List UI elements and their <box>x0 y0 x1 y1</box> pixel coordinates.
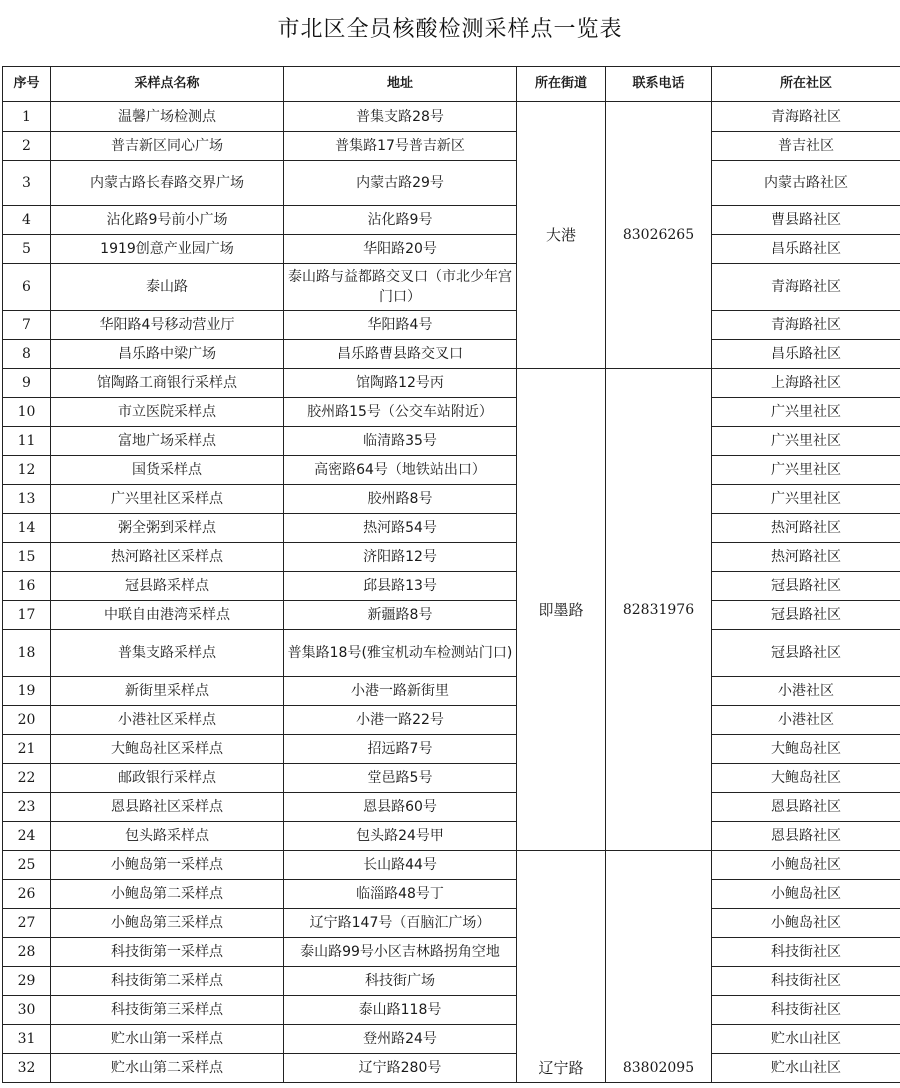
page-title: 市北区全员核酸检测采样点一览表 <box>277 17 623 42</box>
cell-name: 国货采样点 <box>51 456 284 485</box>
table-row <box>3 514 900 543</box>
table-row <box>3 677 900 706</box>
cell-address: 小港一路22号 <box>284 706 517 735</box>
table-row <box>3 1054 900 1083</box>
cell-community: 科技街社区 <box>712 967 900 996</box>
cell-address: 邱县路13号 <box>284 572 517 601</box>
cell-community: 贮水山社区 <box>712 1054 900 1083</box>
cell-no: 13 <box>3 485 51 514</box>
table-row <box>3 967 900 996</box>
table-row <box>3 369 900 398</box>
cell-community: 冠县路社区 <box>712 601 900 630</box>
cell-address: 泰山路99号小区吉林路拐角空地 <box>284 938 517 967</box>
cell-no: 10 <box>3 398 51 427</box>
header-address: 地址 <box>284 67 517 102</box>
cell-community: 科技街社区 <box>712 938 900 967</box>
cell-address: 胶州路8号 <box>284 485 517 514</box>
cell-no: 5 <box>3 235 51 264</box>
cell-name: 恩县路社区采样点 <box>51 793 284 822</box>
table-row <box>3 235 900 264</box>
cell-community: 小港社区 <box>712 677 900 706</box>
table-row <box>3 764 900 793</box>
header-no: 序号 <box>3 67 51 102</box>
cell-community: 热河路社区 <box>712 543 900 572</box>
cell-phone: 83026265 <box>606 102 712 369</box>
cell-name: 科技街第二采样点 <box>51 967 284 996</box>
cell-no: 4 <box>3 206 51 235</box>
cell-community: 小鲍岛社区 <box>712 909 900 938</box>
table-row <box>3 543 900 572</box>
cell-name: 馆陶路工商银行采样点 <box>51 369 284 398</box>
cell-no: 28 <box>3 938 51 967</box>
cell-name: 贮水山第一采样点 <box>51 1025 284 1054</box>
cell-community: 恩县路社区 <box>712 793 900 822</box>
cell-name: 1919创意产业园广场 <box>51 235 284 264</box>
table-body <box>3 102 900 1083</box>
cell-no: 26 <box>3 880 51 909</box>
cell-address: 辽宁路280号 <box>284 1054 517 1083</box>
table-row <box>3 851 900 880</box>
cell-no: 29 <box>3 967 51 996</box>
cell-no: 3 <box>3 161 51 206</box>
table-row <box>3 264 900 311</box>
table-row <box>3 996 900 1025</box>
cell-community: 小鲍岛社区 <box>712 851 900 880</box>
cell-community: 昌乐路社区 <box>712 235 900 264</box>
cell-no: 15 <box>3 543 51 572</box>
cell-name: 普吉新区同心广场 <box>51 132 284 161</box>
cell-name: 温馨广场检测点 <box>51 102 284 132</box>
cell-name: 贮水山第二采样点 <box>51 1054 284 1083</box>
cell-community: 贮水山社区 <box>712 1025 900 1054</box>
cell-address: 热河路54号 <box>284 514 517 543</box>
table-row <box>3 793 900 822</box>
cell-name: 昌乐路中梁广场 <box>51 340 284 369</box>
cell-address: 长山路44号 <box>284 851 517 880</box>
cell-no: 30 <box>3 996 51 1025</box>
cell-street: 大港 <box>517 102 606 369</box>
cell-name: 大鲍岛社区采样点 <box>51 735 284 764</box>
cell-name: 小鲍岛第一采样点 <box>51 851 284 880</box>
header-community: 所在社区 <box>712 67 900 102</box>
cell-name: 沾化路9号前小广场 <box>51 206 284 235</box>
cell-no: 6 <box>3 264 51 311</box>
cell-address: 普集路18号(雅宝机动车检测站门口) <box>284 630 517 677</box>
cell-name: 广兴里社区采样点 <box>51 485 284 514</box>
cell-address: 华阳路4号 <box>284 311 517 340</box>
cell-community: 普吉社区 <box>712 132 900 161</box>
cell-address: 辽宁路147号（百脑汇广场） <box>284 909 517 938</box>
cell-no: 18 <box>3 630 51 677</box>
cell-name: 科技街第三采样点 <box>51 996 284 1025</box>
cell-community: 科技街社区 <box>712 996 900 1025</box>
cell-no: 14 <box>3 514 51 543</box>
cell-no: 17 <box>3 601 51 630</box>
table-row <box>3 485 900 514</box>
cell-community: 内蒙古路社区 <box>712 161 900 206</box>
cell-address: 高密路64号（地铁站出口） <box>284 456 517 485</box>
cell-address: 馆陶路12号丙 <box>284 369 517 398</box>
cell-name: 泰山路 <box>51 264 284 311</box>
header-street: 所在街道 <box>517 67 606 102</box>
table-row <box>3 601 900 630</box>
cell-no: 19 <box>3 677 51 706</box>
cell-name: 内蒙古路长春路交界广场 <box>51 161 284 206</box>
cell-community: 青海路社区 <box>712 264 900 311</box>
cell-community: 冠县路社区 <box>712 630 900 677</box>
cell-no: 7 <box>3 311 51 340</box>
cell-name: 包头路采样点 <box>51 822 284 851</box>
cell-address: 泰山路与益都路交叉口（市北少年宫门口） <box>284 264 517 311</box>
table-row <box>3 311 900 340</box>
cell-no: 27 <box>3 909 51 938</box>
table-row <box>3 822 900 851</box>
cell-address: 临清路35号 <box>284 427 517 456</box>
cell-name: 科技街第一采样点 <box>51 938 284 967</box>
cell-community: 恩县路社区 <box>712 822 900 851</box>
cell-address: 堂邑路5号 <box>284 764 517 793</box>
cell-community: 广兴里社区 <box>712 456 900 485</box>
cell-name: 市立医院采样点 <box>51 398 284 427</box>
sampling-sites-table <box>2 66 900 1083</box>
cell-name: 新街里采样点 <box>51 677 284 706</box>
cell-name: 华阳路4号移动营业厅 <box>51 311 284 340</box>
cell-name: 邮政银行采样点 <box>51 764 284 793</box>
table-header-row <box>3 67 900 102</box>
cell-no: 21 <box>3 735 51 764</box>
cell-community: 小鲍岛社区 <box>712 880 900 909</box>
cell-address: 内蒙古路29号 <box>284 161 517 206</box>
cell-street: 即墨路 <box>517 369 606 851</box>
cell-community: 青海路社区 <box>712 311 900 340</box>
table-row <box>3 132 900 161</box>
table-row <box>3 735 900 764</box>
cell-community: 广兴里社区 <box>712 485 900 514</box>
table-row <box>3 398 900 427</box>
cell-no: 22 <box>3 764 51 793</box>
cell-address: 泰山路118号 <box>284 996 517 1025</box>
table-row <box>3 706 900 735</box>
cell-community: 广兴里社区 <box>712 398 900 427</box>
cell-name: 中联自由港湾采样点 <box>51 601 284 630</box>
cell-address: 济阳路12号 <box>284 543 517 572</box>
table-row <box>3 630 900 677</box>
cell-no: 20 <box>3 706 51 735</box>
table-row <box>3 102 900 132</box>
cell-street: 辽宁路 <box>517 851 606 1083</box>
cell-community: 昌乐路社区 <box>712 340 900 369</box>
cell-address: 登州路24号 <box>284 1025 517 1054</box>
cell-name: 小鲍岛第三采样点 <box>51 909 284 938</box>
cell-name: 小鲍岛第二采样点 <box>51 880 284 909</box>
cell-no: 23 <box>3 793 51 822</box>
cell-phone: 83802095 <box>606 851 712 1083</box>
cell-address: 恩县路60号 <box>284 793 517 822</box>
cell-address: 华阳路20号 <box>284 235 517 264</box>
table-row <box>3 456 900 485</box>
cell-address: 科技街广场 <box>284 967 517 996</box>
cell-address: 包头路24号甲 <box>284 822 517 851</box>
table-row <box>3 938 900 967</box>
cell-address: 普集支路28号 <box>284 102 517 132</box>
table-row <box>3 206 900 235</box>
header-phone: 联系电话 <box>606 67 712 102</box>
table-row <box>3 161 900 206</box>
cell-community: 小港社区 <box>712 706 900 735</box>
table-row <box>3 340 900 369</box>
cell-address: 小港一路新街里 <box>284 677 517 706</box>
cell-community: 大鲍岛社区 <box>712 764 900 793</box>
cell-name: 小港社区采样点 <box>51 706 284 735</box>
cell-no: 24 <box>3 822 51 851</box>
table-row <box>3 880 900 909</box>
header-name: 采样点名称 <box>51 67 284 102</box>
cell-name: 普集支路采样点 <box>51 630 284 677</box>
table-row <box>3 427 900 456</box>
cell-no: 1 <box>3 102 51 132</box>
cell-community: 上海路社区 <box>712 369 900 398</box>
cell-no: 31 <box>3 1025 51 1054</box>
cell-phone: 82831976 <box>606 369 712 851</box>
table-row <box>3 572 900 601</box>
cell-no: 12 <box>3 456 51 485</box>
cell-address: 普集路17号普吉新区 <box>284 132 517 161</box>
cell-address: 招远路7号 <box>284 735 517 764</box>
cell-community: 大鲍岛社区 <box>712 735 900 764</box>
table-row <box>3 909 900 938</box>
cell-community: 曹县路社区 <box>712 206 900 235</box>
cell-address: 临淄路48号丁 <box>284 880 517 909</box>
table-row <box>3 1025 900 1054</box>
cell-name: 粥全粥到采样点 <box>51 514 284 543</box>
cell-address: 胶州路15号（公交车站附近） <box>284 398 517 427</box>
cell-name: 富地广场采样点 <box>51 427 284 456</box>
cell-name: 热河路社区采样点 <box>51 543 284 572</box>
cell-no: 8 <box>3 340 51 369</box>
cell-community: 广兴里社区 <box>712 427 900 456</box>
cell-no: 16 <box>3 572 51 601</box>
cell-no: 32 <box>3 1054 51 1083</box>
cell-address: 新疆路8号 <box>284 601 517 630</box>
cell-no: 2 <box>3 132 51 161</box>
cell-no: 11 <box>3 427 51 456</box>
cell-name: 冠县路采样点 <box>51 572 284 601</box>
cell-community: 青海路社区 <box>712 102 900 132</box>
cell-address: 沾化路9号 <box>284 206 517 235</box>
cell-address: 昌乐路曹县路交叉口 <box>284 340 517 369</box>
cell-no: 9 <box>3 369 51 398</box>
cell-community: 冠县路社区 <box>712 572 900 601</box>
cell-community: 热河路社区 <box>712 514 900 543</box>
cell-no: 25 <box>3 851 51 880</box>
